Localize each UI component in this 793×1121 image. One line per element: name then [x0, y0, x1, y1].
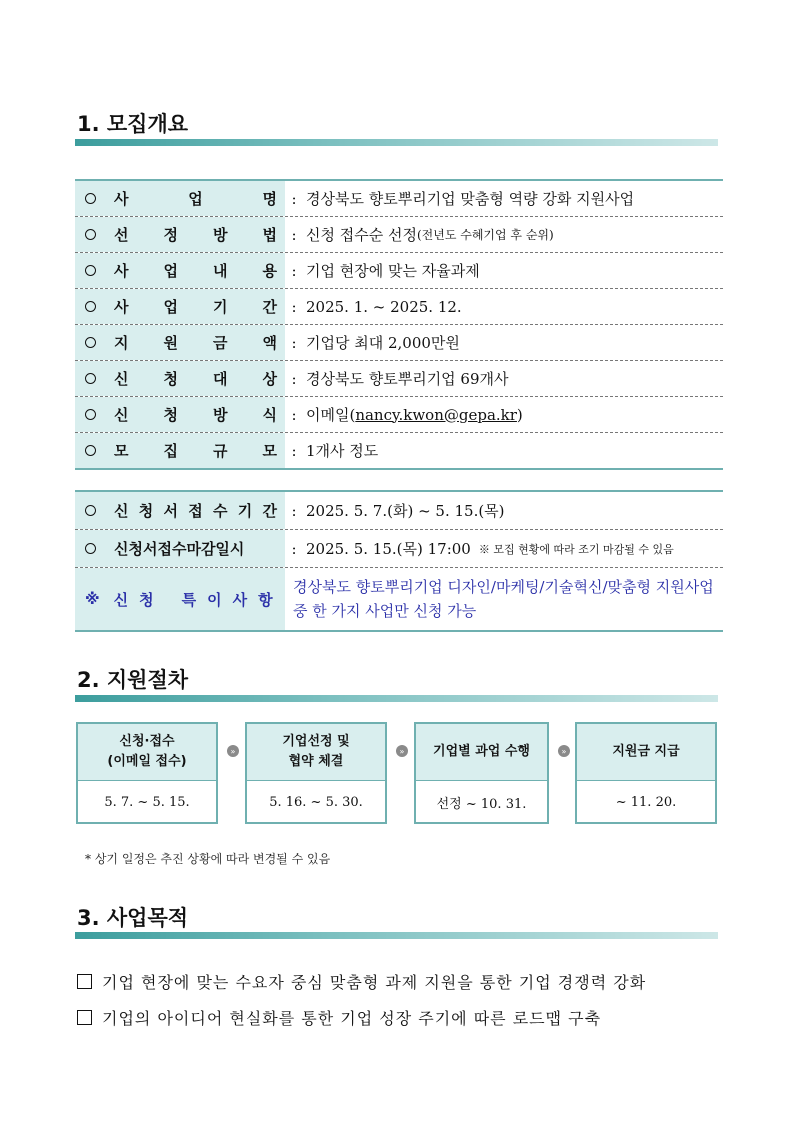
special-notice-value: 경상북도 향토뿌리기업 디자인/마케팅/기술혁신/맞춤형 지원사업 중 한 가지 사업만 신청 가능 [293, 578, 714, 620]
chevron-right-icon: » [396, 745, 408, 757]
purpose-item: 기업 현장에 맞는 수요자 중심 맞춤형 과제 지원을 통한 기업 경쟁력 강화 [77, 970, 646, 993]
overview-row-scale: 모 집 규 모 : 1개사 정도 [75, 433, 723, 468]
section-divider [75, 695, 718, 702]
overview-value: 2025. 1. ~ 2025. 12. [306, 297, 462, 316]
circle-bullet-icon [85, 445, 96, 456]
section-title-procedure: 2. 지원절차 [77, 668, 189, 692]
overview-row-target: 신 청 대 상 : 경상북도 향토뿌리기업 69개사 [75, 361, 723, 397]
circle-bullet-icon [85, 543, 96, 554]
circle-bullet-icon [85, 265, 96, 276]
overview-value: 경상북도 향토뿌리기업 맞춤형 역량 강화 지원사업 [306, 190, 635, 208]
overview-row-apply-method: 신 청 방 식 : 이메일( nancy.kwon@gepa.kr ) [75, 397, 723, 433]
procedure-step-4: 지원금 지급 ~ 11. 20. [575, 722, 717, 824]
overview-value: 기업당 최대 2,000만원 [306, 334, 460, 352]
checkbox-square-icon [77, 974, 92, 989]
circle-bullet-icon [85, 409, 96, 420]
procedure-date: ~ 11. 20. [615, 794, 677, 810]
section-title-overview: 1. 모집개요 [77, 112, 189, 136]
procedure-date: 5. 16. ~ 5. 30. [269, 794, 363, 810]
circle-bullet-icon [85, 337, 96, 348]
procedure-date: 선정 ~ 10. 31. [436, 796, 527, 812]
email-link[interactable]: nancy.kwon@gepa.kr [355, 405, 517, 424]
application-table [75, 490, 723, 632]
checkbox-square-icon [77, 1010, 92, 1025]
overview-row-name: 사 업 명 : 경상북도 향토뿌리기업 맞춤형 역량 강화 지원사업 [75, 181, 723, 217]
section-title-purpose: 3. 사업목적 [77, 906, 189, 930]
overview-value: 이메일( nancy.kwon@gepa.kr ) [306, 405, 523, 424]
chevron-right-icon: » [227, 745, 239, 757]
procedure-step-2: 기업선정 및 협약 체결 5. 16. ~ 5. 30. [245, 722, 387, 824]
deadline-note: ※ 모집 현황에 따라 조기 마감될 수 있음 [478, 542, 674, 556]
circle-bullet-icon [85, 193, 96, 204]
procedure-step-3: 기업별 과업 수행 선정 ~ 10. 31. [414, 722, 549, 824]
section-divider [75, 932, 718, 939]
overview-row-amount: 지 원 금 액 : 기업당 최대 2,000만원 [75, 325, 723, 361]
application-deadline-row: 신청서접수마감일시 : 2025. 5. 15.(목) 17:00 ※ 모집 현황에 따라 조기 마감될 수 있음 [75, 530, 723, 568]
procedure-date: 5. 7. ~ 5. 15. [104, 794, 190, 810]
overview-row-content: 사 업 내 용 : 기업 현장에 맞는 자율과제 [75, 253, 723, 289]
circle-bullet-icon [85, 505, 96, 516]
overview-row-method: 선 정 방 법 : 신청 접수순 선정 (전년도 수혜기업 후 순위) [75, 217, 723, 253]
circle-bullet-icon [85, 229, 96, 240]
overview-value: 기업 현장에 맞는 자율과제 [306, 262, 480, 280]
application-period-value: 2025. 5. 7.(화) ~ 5. 15.(목) [306, 502, 505, 520]
special-notice-row: ※ 신 청 특 이 사 항 경상북도 향토뿌리기업 디자인/마케팅/기술혁신/맞춤형 지원사업 중 한 가지 사업만 신청 가능 [75, 568, 723, 630]
procedure-note: * 상기 일정은 추진 상황에 따라 변경될 수 있음 [85, 852, 331, 866]
overview-table [75, 179, 723, 470]
procedure-step-1: 신청·접수 (이메일 접수) 5. 7. ~ 5. 15. [76, 722, 218, 824]
overview-value: 1개사 정도 [306, 442, 379, 460]
chevron-right-icon: » [558, 745, 570, 757]
purpose-item: 기업의 아이디어 현실화를 통한 기업 성장 주기에 따른 로드맵 구축 [77, 1006, 601, 1029]
application-deadline-value: 2025. 5. 15.(목) 17:00 ※ 모집 현황에 따라 조기 마감될 수 있음 [306, 540, 674, 558]
overview-value: 경상북도 향토뿌리기업 69개사 [306, 370, 509, 388]
application-period-row: 신 청 서 접 수 기 간 : 2025. 5. 7.(화) ~ 5. 15.(목) [75, 492, 723, 530]
reference-mark-icon: ※ [85, 590, 100, 608]
overview-row-period: 사 업 기 간 : 2025. 1. ~ 2025. 12. [75, 289, 723, 325]
section-divider [75, 139, 718, 146]
circle-bullet-icon [85, 373, 96, 384]
overview-value: 신청 접수순 선정 (전년도 수혜기업 후 순위) [306, 226, 554, 244]
circle-bullet-icon [85, 301, 96, 312]
